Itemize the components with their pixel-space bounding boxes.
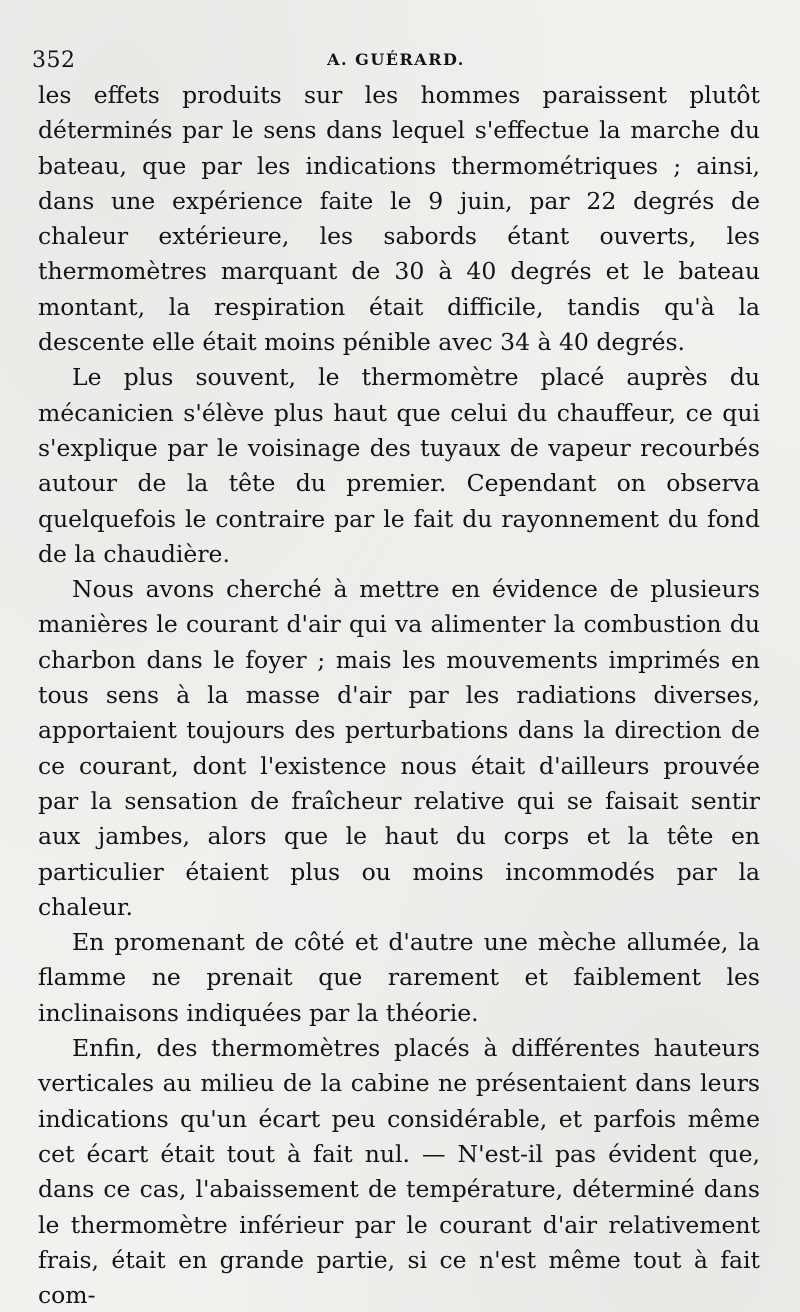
paragraph-3: Nous avons cherché à mettre en évidence de plusieurs manières le courant d'air qui va alimenter la combustion du charbon dans le foyer ; mais les mouvements imprimés en tous sens à la masse d'air par les radiations diverses, apportaient toujours des perturbations dans la direction de ce courant, dont l'existence nous était d'ailleurs prouvée par la sensation de fraîcheur relative qui se faisait sentir aux jambes, alors que le haut du corps et la tête en particulier étaient plus ou moins incommodés par la chaleur. [38,575,760,921]
page-body [38,78,760,1312]
paragraph-5: Enfin, des thermomètres placés à différentes hauteurs verticales au milieu de la cabine ne présentaient dans leurs indications qu'un écart peu considérable, et parfois même cet écart était tout à fait nul. — N'est-il pas évident que, dans ce cas, l'abaissement de température, déterminé dans le thermomètre inférieur par le courant d'air relativement frais, était en grande partie, si ce n'est même tout à fait com- [38,1034,760,1310]
paragraph-2: Le plus souvent, le thermomètre placé auprès du mécanicien s'élève plus haut que celui du chauffeur, ce qui s'explique par le voisinage des tuyaux de vapeur recourbés autour de la tête du premier. Cependant on observa quelquefois le contraire par le fait du rayonnement du fond de la chaudière. [38,363,760,568]
page-number: 352 [32,48,76,73]
paragraph-4: En promenant de côté et d'autre une mèche allumée, la flamme ne prenait que rarement et faiblement les inclinaisons indiquées par la théorie. [38,928,760,1027]
paragraph-1: les effets produits sur les hommes paraissent plutôt déterminés par le sens dans lequel s'effectue la marche du bateau, que par les indications thermométriques ; ainsi, dans une expérience faite le 9 juin, par 22 degrés de chaleur extérieure, les sabords étant ouverts, les thermomètres marquant de 30 à 40 degrés et le bateau montant, la respiration était difficile, tandis qu'à la descente elle était moins pénible avec 34 à 40 degrés. [38,81,760,357]
running-head: A. GUÉRARD. [327,50,465,69]
page-header [32,40,760,76]
